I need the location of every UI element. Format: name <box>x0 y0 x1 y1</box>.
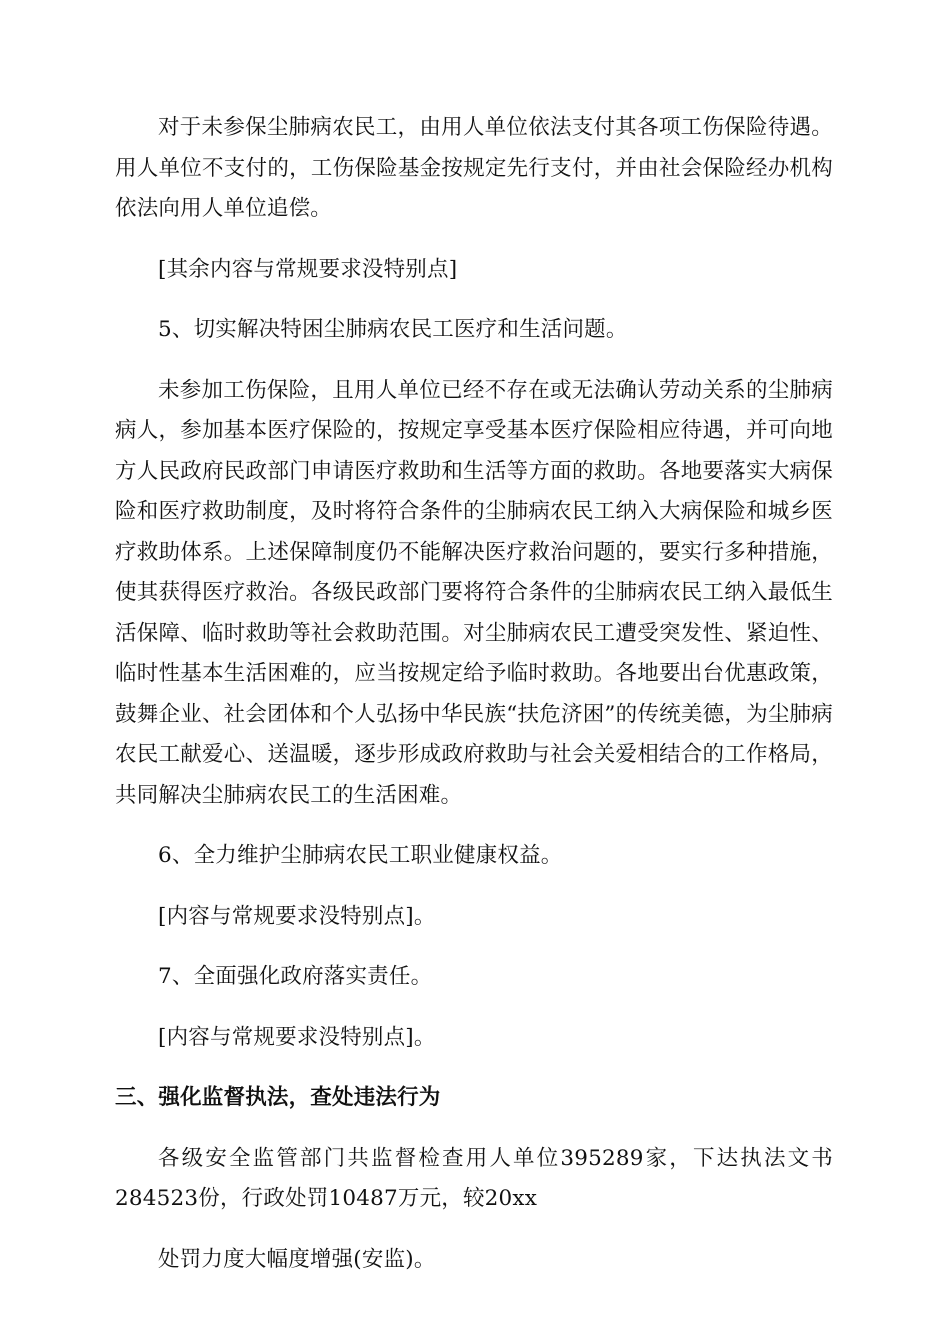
paragraph-penalty-note: 处罚力度大幅度增强(安监)。 <box>158 1246 436 1272</box>
paragraph-note-3: [内容与常规要求没特别点]。 <box>158 1024 436 1050</box>
paragraph-medical-assistance: 未参加工伤保险，且用人单位已经不存在或无法确认劳动关系的尘肺病病人，参加基本医疗保险的，按规定享受基本医疗保险相应待遇，并可向地方人民政府民政部门申请医疗救助和生活等方面的救助。各地要落实大病保险和医疗救助制度，及时将符合条件的尘肺病农民工纳入大病保险和城乡医疗救助体系。上述保障制度仍不能解决医疗救治问题的，要实行多种措施，使其获得医疗救治。各级民政部门要将符合条件的尘肺病农民工纳入最低生活保障、临时救助等社会救助范围。对尘肺病农民工遭受突发性、紧迫性、临时性基本生活困难的，应当按规定给予临时救助。各地要出台优惠政策，鼓舞企业、社会团体和个人弘扬中华民族“扶危济困”的传统美德，为尘肺病农民工献爱心、送温暖，逐步形成政府救助与社会关爱相结合的工作格局，共同解决尘肺病农民工的生活困难。 <box>115 377 833 808</box>
section-heading: 三、强化监督执法，查处违法行为 <box>115 1085 441 1110</box>
paragraph-note-1: [其余内容与常规要求没特别点] <box>158 256 458 282</box>
paragraph-uninsured-workers: 对于未参保尘肺病农民工，由用人单位依法支付其各项工伤保险待遇。用人单位不支付的，工伤保险基金按规定先行支付，并由社会保险经办机构依法向用人单位追偿。 <box>115 115 833 221</box>
paragraph-note-2: [内容与常规要求没特别点]。 <box>158 903 436 929</box>
paragraph-inspection-stats: 各级安全监管部门共监督检查用人单位395289家，下达执法文书284523份，行政处罚10487万元，较20xx <box>115 1145 833 1211</box>
item-5-heading: 5、切实解决特困尘肺病农民工医疗和生活问题。 <box>158 317 628 342</box>
item-7-heading: 7、全面强化政府落实责任。 <box>158 964 433 989</box>
item-6-heading: 6、全力维护尘肺病农民工职业健康权益。 <box>158 843 563 868</box>
document-page <box>115 108 833 1280</box>
